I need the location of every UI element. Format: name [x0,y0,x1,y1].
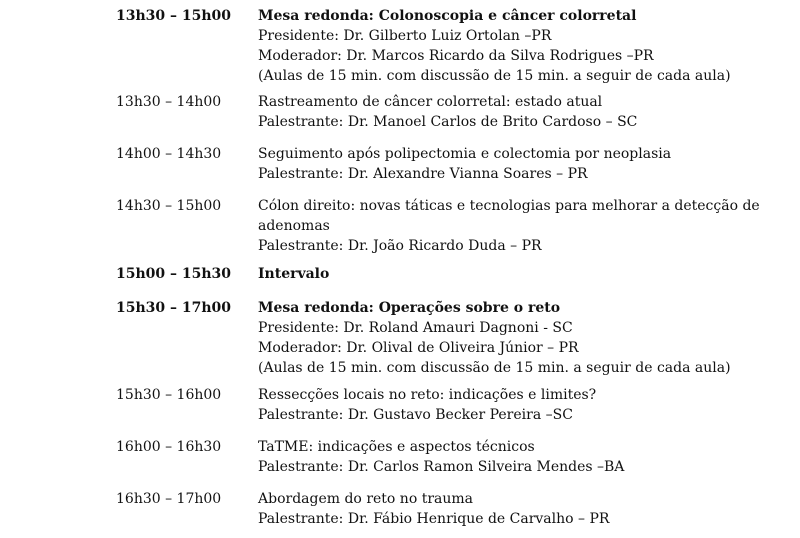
talk-time: 14h30 – 15h00 [116,198,222,214]
break-time: 15h00 – 15h30 [116,266,232,282]
talk-title: Rastreamento de câncer colorretal: estado atual [258,94,603,110]
session-title: Mesa redonda: Colonoscopia e câncer colorretal [258,8,637,24]
talk-title: TaTME: indicações e aspectos técnicos [258,439,535,455]
session-time: 13h30 – 15h00 [116,8,232,24]
session-format-note: (Aulas de 15 min. com discussão de 15 min. a seguir de cada aula) [258,360,731,376]
talk-speaker: Palestrante: Dr. Fábio Henrique de Carvalho – PR [258,511,610,527]
talk-details [258,92,728,132]
talk-details [258,196,760,256]
talk-title: Cólon direito: novas táticas e tecnologias para melhorar a detecção de [258,198,760,214]
talk-time: 15h30 – 16h00 [116,387,222,403]
talk-title-continued: adenomas [258,218,330,234]
talk-speaker: Palestrante: Dr. Carlos Ramon Silveira Mendes –BA [258,459,625,475]
session-details [258,6,731,86]
talk-time: 13h30 – 14h00 [116,94,222,110]
talk-title: Ressecções locais no reto: indicações e limites? [258,387,597,403]
session-title: Mesa redonda: Operações sobre o reto [258,300,561,316]
session-details [258,298,731,378]
session-moderator: Moderador: Dr. Marcos Ricardo da Silva Rodrigues –PR [258,48,654,64]
break-title: Intervalo [258,266,330,282]
talk-speaker: Palestrante: Dr. Manoel Carlos de Brito Cardoso – SC [258,114,638,130]
talk-speaker: Palestrante: Dr. Alexandre Vianna Soares – PR [258,166,588,182]
session-president: Presidente: Dr. Gilberto Luiz Ortolan –PR [258,28,552,44]
break-details [258,264,728,284]
session-format-note: (Aulas de 15 min. com discussão de 15 min. a seguir de cada aula) [258,68,731,84]
talk-time: 16h00 – 16h30 [116,439,222,455]
talk-title: Seguimento após polipectomia e colectomia por neoplasia [258,146,672,162]
talk-time: 16h30 – 17h00 [116,491,222,507]
talk-speaker: Palestrante: Dr. João Ricardo Duda – PR [258,238,542,254]
talk-speaker: Palestrante: Dr. Gustavo Becker Pereira –SC [258,407,573,423]
talk-details [258,489,728,529]
talk-time: 14h00 – 14h30 [116,146,222,162]
talk-details [258,437,728,477]
talk-details [258,385,728,425]
session-president: Presidente: Dr. Roland Amauri Dagnoni - SC [258,320,573,336]
session-time: 15h30 – 17h00 [116,300,232,316]
talk-title: Abordagem do reto no trauma [258,491,473,507]
session-moderator: Moderador: Dr. Olival de Oliveira Júnior – PR [258,340,579,356]
talk-details [258,144,728,184]
